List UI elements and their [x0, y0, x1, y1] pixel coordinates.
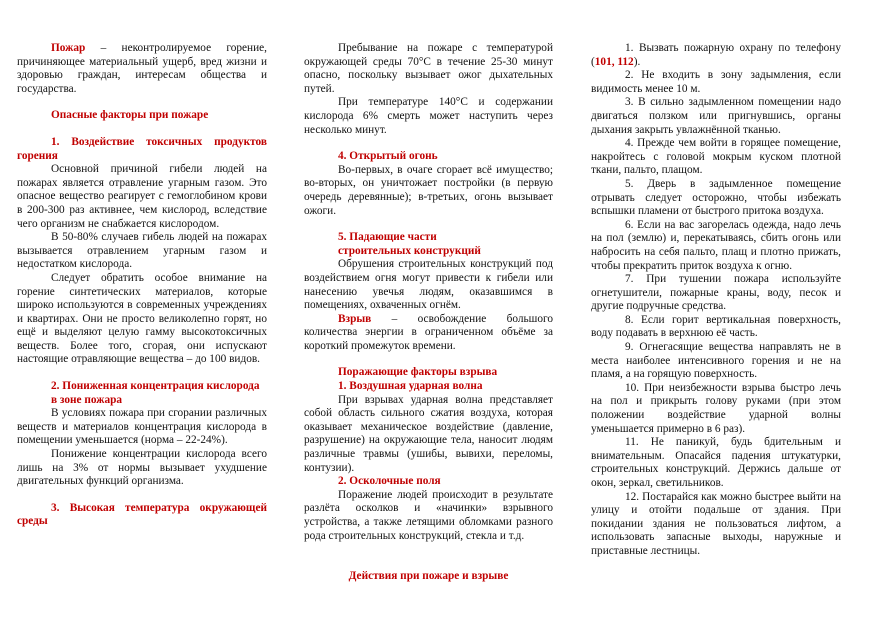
action-item-4: 4. Прежде чем войти в горящее помещение, накройтесь с головой мокрым куском плотной ткани, пальто, плащом.	[591, 137, 841, 177]
falling-parts-heading: 5. Падающие части	[338, 231, 437, 244]
falling-parts-subheading: строительных конструкций	[338, 244, 481, 257]
collapse-paragraph: Обрушения строительных конструкций под воздействием огня могут привести к гибели или нанесению увечья людям, оказавшимся в помещениях, охваченных огнём.	[304, 258, 553, 312]
shock-wave-heading: 1. Воздушная ударная волна	[338, 380, 483, 393]
action-item-2: 2. Не входить в зону задымления, если видимость менее 10 м.	[591, 69, 841, 95]
open-fire-paragraph: Во-первых, в очаге сгорает всё имущество; во-вторых, он уничтожает постройки (в первую очередь деревянные); в-третьих, огонь вызывает ожоги.	[304, 163, 553, 217]
explosion-term: Взрыв	[338, 312, 372, 325]
temperature-140-paragraph: При температуре 140°С и содержании кислорода 6% смерть может наступить через несколько минут.	[304, 96, 553, 136]
column-1	[17, 42, 267, 529]
explosion-factors-heading: Поражающие факторы взрыва	[338, 366, 498, 379]
shock-wave-paragraph: При взрывах ударная волна представляет собой область сильного сжатия воздуха, которая оказывает механическое воздействие (давление, разрушение) на окружающие тела, наносит людям различные травмы (ушибы, вывихи, переломы, контузии).	[304, 393, 553, 474]
action-item-3: 3. В сильно задымленном помещении надо двигаться ползком или пригнувшись, органы дыхания закрыть увлажнённой тканью.	[591, 96, 841, 136]
action-item-7: 7. При тушении пожара используйте огнетушители, пожарные краны, воду, песок и другие подручные средства.	[591, 273, 841, 313]
explosion-definition-text: – освобождение большого количества энергии в ограниченном объёме за короткий промежуток времени.	[304, 312, 553, 352]
action-item-1	[591, 42, 841, 69]
synthetic-materials-paragraph: Следует обратить особое внимание на горение синтетических материалов, которые широко используются в современных учреждениях и квартирах. Они не просто великолепно горят, но ещё и выделяют целую гамму высокотоксичных веществ. Более того, сгорая, они испускают настоящие отравляющие вещества – до 100 видов.	[17, 271, 267, 366]
action-item-8: 8. Если горит вертикальная поверхность, воду подавать в верхнюю её часть.	[591, 313, 841, 340]
oxygen-reduction-paragraph: Понижение концентрации кислорода всего лишь на 3% от нормы вызывает ухудшение двигательных функций организма.	[17, 448, 267, 488]
fire-term: Пожар	[51, 42, 86, 54]
low-oxygen-subheading: в зоне пожара	[51, 393, 123, 406]
action-item-1-end: ).	[633, 55, 641, 68]
toxic-products-heading: 1. Воздействие токсичных продуктов горения	[17, 135, 267, 162]
explosion-definition	[304, 313, 553, 354]
fire-definition	[17, 42, 267, 96]
fire-definition-text: – неконтролируемое горение, причиняющее материальный ущерб, вред жизни и здоровью граждан, интересам общества и государства.	[17, 42, 267, 95]
action-item-6: 6. Если на вас загорелась одежда, надо лечь на пол (землю) и, перекатываясь, сбить огонь или набросить на себя пальто, плащ и плотно прижать, чтобы прекратить приток воздуха к огню.	[591, 218, 841, 272]
fragment-fields-heading: 2. Осколочные поля	[338, 475, 441, 488]
temperature-70-paragraph: Пребывание на пожаре с температурой окружающей среды 70°С в течение 25-30 минут опасно, поскольку вызывает ожог дыхательных путей.	[304, 42, 553, 95]
column-3	[591, 42, 841, 559]
action-item-9: 9. Огнегасящие вещества направлять не в места наиболее интенсивного горения и не на пламя, а на горящую поверхность.	[591, 341, 841, 381]
action-item-11: 11. Не паникуй, будь бдительным и внимательным. Опасайся падения штукатурки, строительных конструкций. Держись дальше от окон, зеркал, светильников.	[591, 436, 841, 489]
column-2	[304, 42, 553, 584]
oxygen-concentration-paragraph: В условиях пожара при сгорании различных веществ и материалов концентрация кислорода в помещении уменьшается (норма – 22-24%).	[17, 407, 267, 447]
action-item-10: 10. При неизбежности взрыва быстро лечь на пол и прикрыть голову руками (при этом положении воздействие ударной волны уменьшается примерно в 6 раз).	[591, 381, 841, 435]
death-rate-paragraph: В 50-80% случаев гибель людей на пожарах вызывается отравлением угарным газом и недостатком кислорода.	[17, 231, 267, 271]
action-item-1-text: 1. Вызвать пожарную охрану по телефону (	[591, 42, 841, 68]
actions-heading: Действия при пожаре и взрыве	[348, 570, 509, 583]
fire-hazards-heading: Опасные факторы при пожаре	[51, 109, 209, 122]
high-temperature-heading: 3. Высокая температура окружающей среды	[17, 501, 267, 528]
action-item-12: 12. Постарайся как можно быстрее выйти на улицу и отойти подальше от здания. При покидании здания не пользоваться лифтом, а использовать запасные выходы, наружные и приставные лестницы.	[591, 490, 841, 557]
fragment-fields-paragraph: Поражение людей происходит в результате разлёта осколков и «начинки» взрывного устройства, а также летящими обломками разного рода строительных конструкций, стекла и т.д.	[304, 488, 553, 542]
low-oxygen-heading: 2. Пониженная концентрация кислорода	[51, 380, 260, 393]
carbon-monoxide-paragraph: Основной причиной гибели людей на пожарах является отравление угарным газом. Это опасное вещество реагирует с гемоглобином крови в 200-300 раз активнее, чем кислород, вследствие чего организм не снабжается кислородом.	[17, 163, 267, 230]
emergency-phone-numbers: 101, 112	[594, 55, 634, 68]
action-item-5: 5. Дверь в задымленное помещение отрывать следует осторожно, чтобы избежать вспышки пламени от быстрого притока воздуха.	[591, 177, 841, 218]
open-fire-heading: 4. Открытый огонь	[338, 150, 438, 163]
